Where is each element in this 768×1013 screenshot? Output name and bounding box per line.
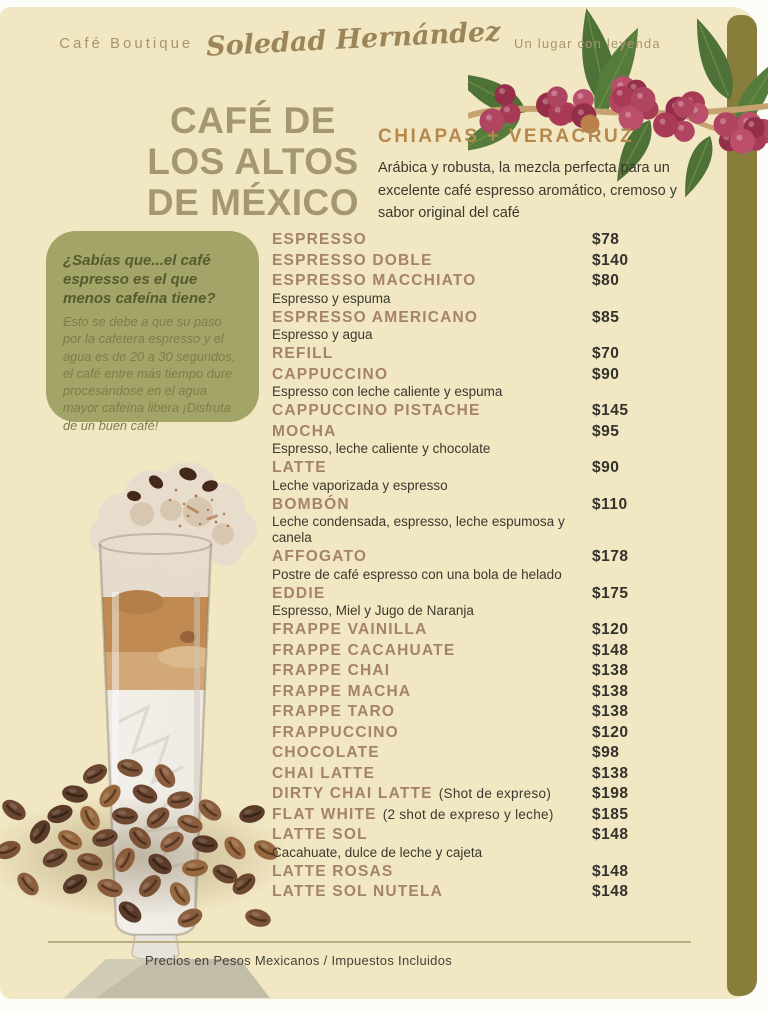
item-name: CHAI LATTE bbox=[272, 764, 375, 782]
menu-item bbox=[272, 308, 654, 344]
item-description: Espresso, leche caliente y chocolate bbox=[272, 441, 491, 456]
menu-item bbox=[272, 271, 654, 307]
menu-item-row bbox=[272, 620, 654, 640]
item-price: $140 bbox=[592, 251, 629, 269]
item-price: $78 bbox=[592, 231, 620, 248]
menu-item bbox=[272, 620, 654, 640]
item-name: ESPRESSO bbox=[272, 231, 367, 248]
item-price: $90 bbox=[592, 459, 620, 476]
menu-item bbox=[272, 882, 654, 902]
item-name: FRAPPE MACHA bbox=[272, 682, 412, 700]
menu-item-row bbox=[272, 251, 654, 271]
menu-item-row bbox=[272, 784, 654, 804]
menu-item bbox=[272, 401, 654, 421]
menu-item bbox=[272, 784, 654, 804]
menu-item bbox=[272, 422, 654, 458]
item-name: ESPRESSO AMERICANO bbox=[272, 308, 479, 326]
coffee-beans-photo bbox=[0, 752, 285, 952]
fact-box-title: ¿Sabías que...el café espresso es el que menos cafeína tiene? bbox=[63, 252, 216, 307]
item-name: REFILL bbox=[272, 345, 334, 362]
menu-item bbox=[272, 764, 654, 784]
origin-heading: CHIAPAS + VERACRUZ bbox=[378, 126, 635, 147]
item-name: CAPPUCCINO PISTACHE bbox=[272, 402, 481, 419]
menu-item-row bbox=[272, 458, 654, 478]
item-price: $85 bbox=[592, 308, 620, 326]
menu-item bbox=[272, 230, 654, 250]
menu-item-row bbox=[272, 764, 654, 784]
brand-logo-script: Soledad Hernández bbox=[205, 16, 502, 63]
menu-item bbox=[272, 723, 654, 743]
fact-box-body: Esto se debe a que su paso por la cafetera espresso y el agua es de 20 a 30 segundos, el café entre más tiempo dure procesándose en el agua mayor cafeína libera ¡Disfruta de un buen café! bbox=[63, 314, 236, 433]
menu-item bbox=[272, 365, 654, 401]
item-price: $138 bbox=[592, 703, 629, 720]
item-price: $175 bbox=[592, 584, 629, 602]
menu-item-row bbox=[272, 862, 654, 882]
item-description: Cacahuate, dulce de leche y cajeta bbox=[272, 844, 483, 860]
item-name: ESPRESSO MACCHIATO bbox=[272, 272, 477, 289]
menu-item-row bbox=[272, 271, 654, 291]
item-price: $145 bbox=[592, 402, 629, 419]
menu-item-row bbox=[272, 401, 654, 421]
item-description: Espresso y agua bbox=[272, 327, 373, 342]
menu-item bbox=[272, 344, 654, 364]
menu-item bbox=[272, 584, 654, 620]
menu-item bbox=[272, 547, 654, 583]
menu-item bbox=[272, 458, 654, 494]
menu-item-row bbox=[272, 308, 654, 328]
menu-item-row bbox=[272, 230, 654, 250]
item-price: $110 bbox=[592, 495, 628, 513]
item-note: (2 shot de expreso y leche) bbox=[382, 806, 554, 822]
origin-description: Arábica y robusta, la mezcla perfecta para un excelente café espresso aromático, cremoso y sabor original del café bbox=[378, 160, 677, 221]
item-price: $95 bbox=[592, 422, 620, 440]
item-name: EDDIE bbox=[272, 584, 326, 602]
page-title-line: DE MÉXICO bbox=[146, 182, 360, 223]
origin-section bbox=[378, 126, 690, 225]
menu-item-row bbox=[272, 584, 654, 604]
menu-item-row bbox=[272, 641, 654, 661]
menu-item-row bbox=[272, 365, 654, 385]
page-title-line: CAFÉ DE bbox=[170, 100, 336, 141]
menu-list bbox=[272, 230, 654, 903]
brand-prefix: Café Boutique bbox=[59, 35, 194, 52]
menu-item-row bbox=[272, 723, 654, 743]
item-price: $98 bbox=[592, 744, 620, 761]
menu-item bbox=[272, 702, 654, 722]
item-name: FRAPPE CHAI bbox=[272, 662, 391, 679]
menu-item-row bbox=[272, 743, 654, 763]
item-description: Leche vaporizada y espresso bbox=[272, 477, 448, 493]
item-price: $185 bbox=[592, 805, 629, 823]
item-description: Espresso, Miel y Jugo de Naranja bbox=[272, 603, 474, 618]
menu-item-row bbox=[272, 882, 654, 902]
item-name: FRAPPE CACAHUATE bbox=[272, 641, 456, 659]
menu-item bbox=[272, 251, 654, 271]
menu-item-row bbox=[272, 682, 654, 702]
menu-item bbox=[272, 495, 654, 547]
item-name: LATTE ROSAS bbox=[272, 862, 394, 880]
item-price: $148 bbox=[592, 826, 629, 843]
item-price: $138 bbox=[592, 682, 629, 700]
fact-box bbox=[46, 231, 259, 433]
item-name: CAPPUCCINO bbox=[272, 365, 389, 383]
item-price: $120 bbox=[592, 723, 629, 741]
item-note: (Shot de expreso) bbox=[438, 786, 552, 801]
menu-item-row bbox=[272, 825, 654, 845]
item-description: Leche condensada, espresso, leche espumosa y canela bbox=[272, 514, 565, 545]
brand-header bbox=[40, 16, 680, 63]
menu-item-row bbox=[272, 805, 654, 825]
item-name: BOMBÓN bbox=[272, 495, 350, 513]
menu-item-row bbox=[272, 702, 654, 722]
menu-item bbox=[272, 862, 654, 882]
item-name: DIRTY CHAI LATTE bbox=[272, 785, 433, 802]
item-description: Espresso con leche caliente y espuma bbox=[272, 384, 503, 399]
menu-item-row bbox=[272, 344, 654, 364]
item-price: $178 bbox=[592, 548, 629, 565]
item-name: FLAT WHITE bbox=[272, 805, 377, 823]
item-price: $148 bbox=[592, 883, 629, 900]
item-name: LATTE SOL bbox=[272, 826, 368, 843]
item-price: $198 bbox=[592, 785, 629, 802]
item-price: $90 bbox=[592, 365, 620, 383]
menu-item bbox=[272, 661, 654, 681]
item-name: MOCHA bbox=[272, 422, 337, 440]
item-name: CHOCOLATE bbox=[272, 744, 380, 761]
item-name: FRAPPUCCINO bbox=[272, 723, 399, 741]
menu-item bbox=[272, 743, 654, 763]
menu-item-row bbox=[272, 547, 654, 567]
footer-note: Precios en Pesos Mexicanos / Impuestos Incluidos bbox=[145, 953, 453, 968]
page-title bbox=[138, 100, 368, 223]
item-price: $148 bbox=[592, 641, 629, 659]
item-name: FRAPPE VAINILLA bbox=[272, 621, 428, 638]
menu-item-row bbox=[272, 661, 654, 681]
footer-divider bbox=[48, 941, 691, 943]
menu-item-row bbox=[272, 495, 654, 515]
item-description: Espresso y espuma bbox=[272, 290, 391, 306]
item-name: LATTE bbox=[272, 459, 327, 476]
item-price: $138 bbox=[592, 764, 629, 782]
item-price: $120 bbox=[592, 621, 629, 638]
menu-item bbox=[272, 682, 654, 702]
item-description: Postre de café espresso con una bola de helado bbox=[272, 566, 562, 582]
page-title-line: LOS ALTOS bbox=[147, 141, 359, 182]
menu-item bbox=[272, 825, 654, 861]
item-name: FRAPPE TARO bbox=[272, 703, 396, 720]
item-name: LATTE SOL NUTELA bbox=[272, 883, 444, 900]
item-price: $70 bbox=[592, 345, 620, 362]
menu-item bbox=[272, 805, 654, 825]
brand-tagline: Un lugar con leyenda bbox=[513, 36, 661, 51]
item-price: $138 bbox=[592, 662, 629, 679]
menu-item bbox=[272, 641, 654, 661]
item-name: ESPRESSO DOBLE bbox=[272, 251, 433, 269]
item-price: $148 bbox=[592, 862, 629, 880]
item-name: AFFOGATO bbox=[272, 548, 368, 565]
menu-item-row bbox=[272, 422, 654, 442]
item-price: $80 bbox=[592, 272, 620, 289]
